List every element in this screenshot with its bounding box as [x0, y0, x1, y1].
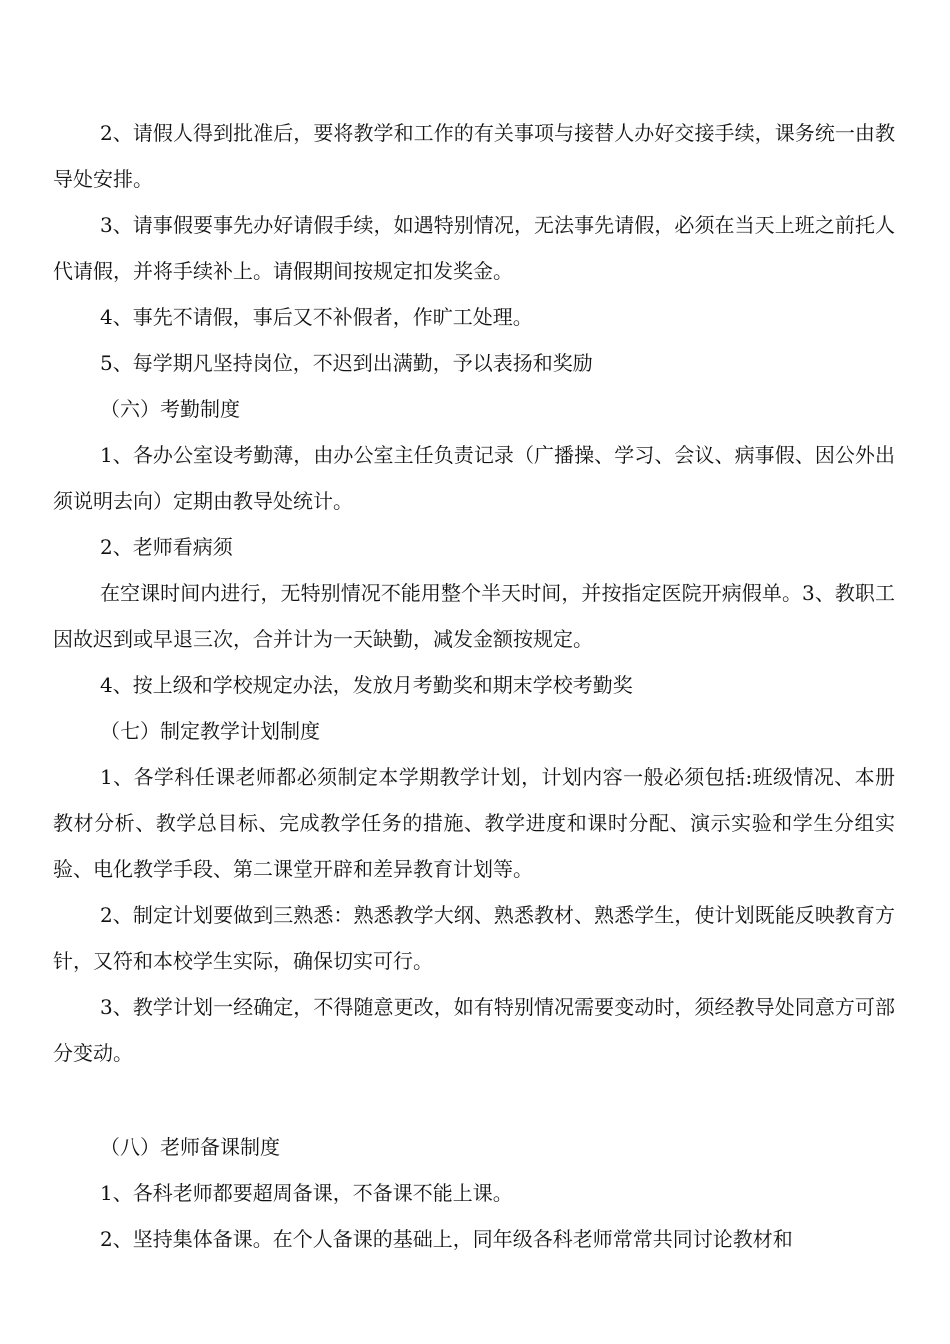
- paragraph-attendance-reward: 5、每学期凡坚持岗位，不迟到出满勤，予以表扬和奖励: [100, 351, 593, 375]
- paragraph-weekly-prep: 1、各科老师都要超周备课，不备课不能上课。: [100, 1181, 513, 1205]
- section-heading-teaching-plan: （七）制定教学计划制度: [100, 719, 320, 743]
- paragraph-three-familiar: 2、制定计划要做到三熟悉：熟悉教学大纲、熟悉教材、熟悉学生，使计划既能反映教育方针，又符和本校学生实际，确保切实可行。: [53, 903, 895, 973]
- paragraph-absenteeism: 4、事先不请假，事后又不补假者，作旷工处理。: [100, 305, 533, 329]
- paragraph-teacher-sick: 2、老师看病须: [100, 535, 233, 559]
- paragraph-personal-leave: 3、请事假要事先办好请假手续，如遇特别情况，无法事先请假，必须在当天上班之前托人代请假，并将手续补上。请假期间按规定扣发奖金。: [53, 213, 895, 283]
- paragraph-plan-content: 1、各学科任课老师都必须制定本学期教学计划，计划内容一般必须包括:班级情况、本册教材分析、教学总目标、完成教学任务的措施、教学进度和课时分配、演示实验和学生分组实验、电化教学手段、第二课堂开辟和差异教育计划等。: [53, 765, 895, 881]
- paragraph-leave-handover: 2、请假人得到批准后，要将教学和工作的有关事项与接替人办好交接手续，课务统一由教导处安排。: [53, 121, 895, 191]
- paragraph-collective-prep: 2、坚持集体备课。在个人备课的基础上，同年级各科老师常常共同讨论教材和: [100, 1227, 793, 1251]
- paragraph-free-period: 在空课时间内进行，无特别情况不能用整个半天时间，并按指定医院开病假单。3、教职工因故迟到或早退三次，合并计为一天缺勤，减发金额按规定。: [53, 581, 895, 651]
- section-heading-lesson-prep: （八）老师备课制度: [100, 1135, 280, 1159]
- paragraph-plan-change: 3、教学计划一经确定，不得随意更改，如有特别情况需要变动时，须经教导处同意方可部分变动。: [53, 995, 895, 1065]
- section-heading-attendance: （六）考勤制度: [100, 397, 240, 421]
- paragraph-attendance-book: 1、各办公室设考勤薄，由办公室主任负责记录（广播操、学习、会议、病事假、因公外出须说明去向）定期由教导处统计。: [53, 443, 895, 513]
- paragraph-attendance-bonus: 4、按上级和学校规定办法，发放月考勤奖和期末学校考勤奖: [100, 673, 633, 697]
